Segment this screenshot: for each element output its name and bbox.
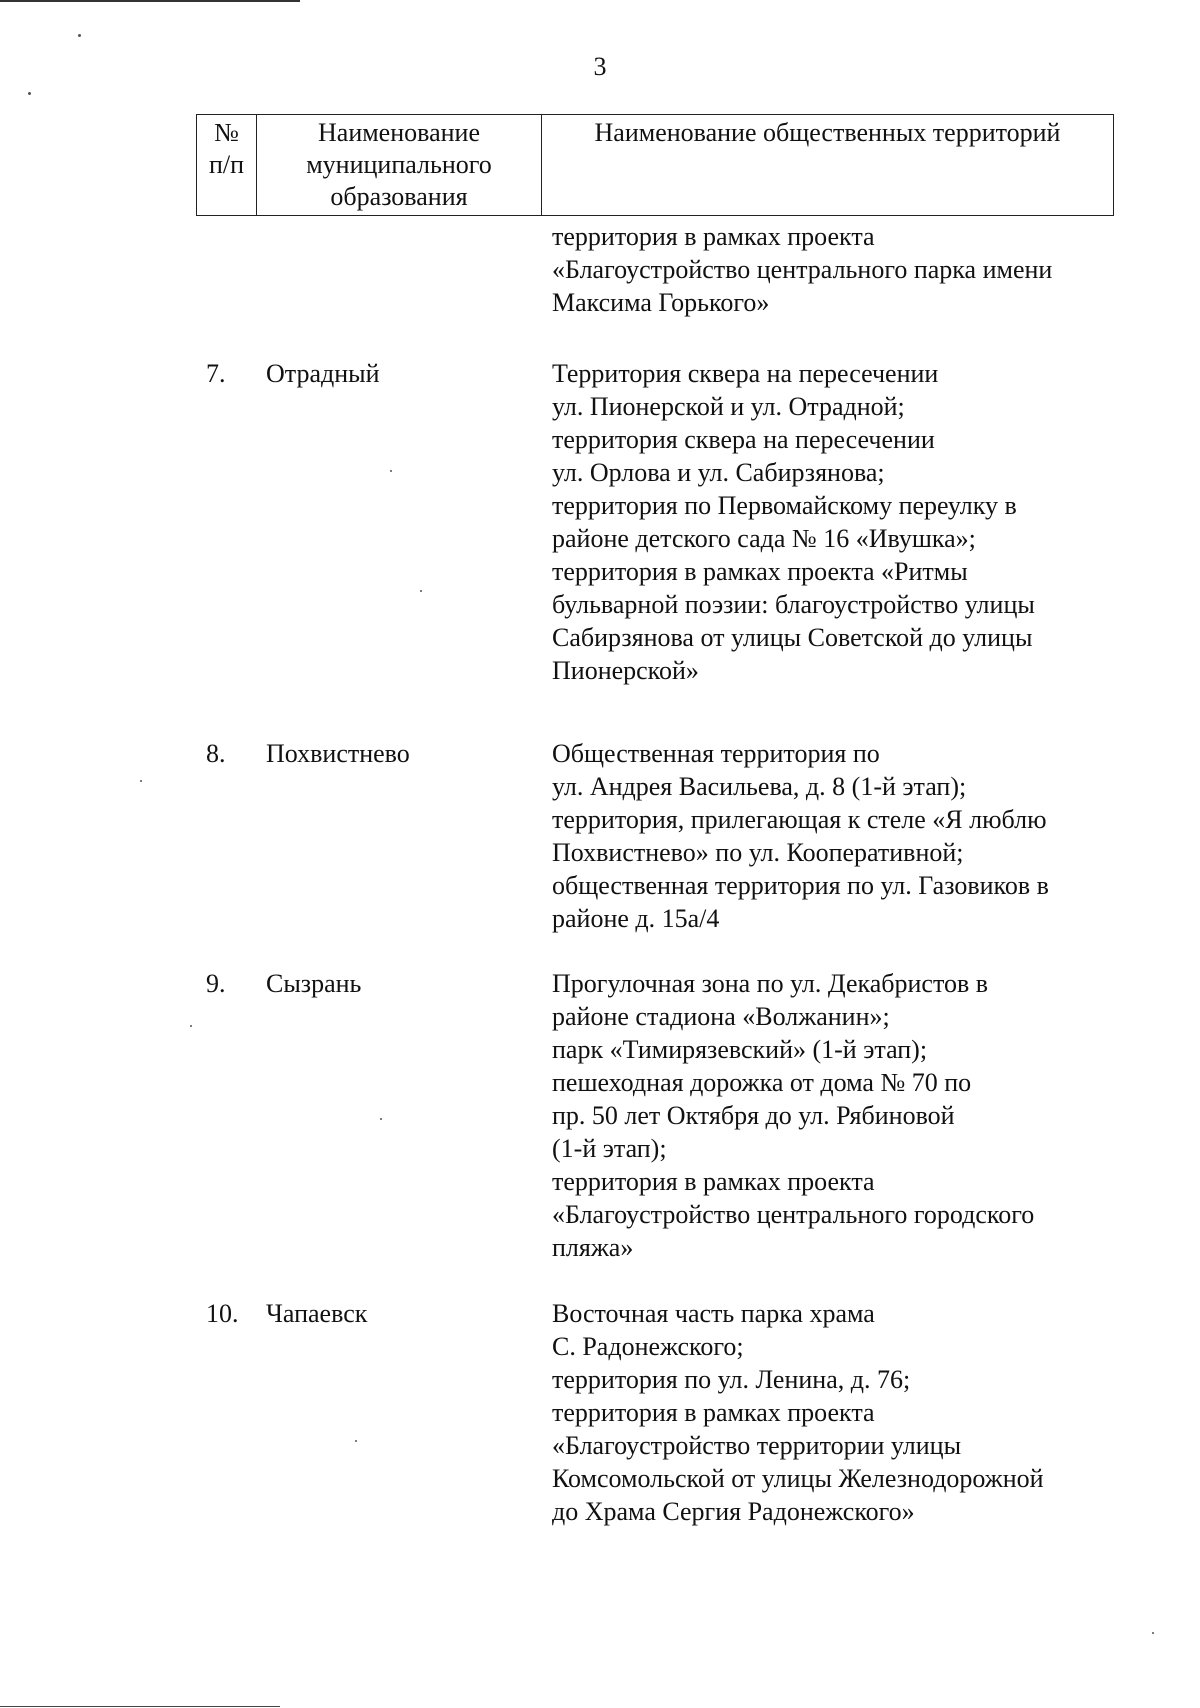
territory-line: С. Радонежского;	[552, 1332, 744, 1361]
territory-line: территория в рамках проекта «Ритмы	[552, 557, 968, 586]
scan-speck	[390, 470, 392, 472]
row-number: 7.	[206, 359, 226, 388]
territory-line: Пионерской»	[552, 656, 699, 685]
row-municipality: Отрадный	[266, 359, 380, 388]
territory-line: ул. Пионерской и ул. Отрадной;	[552, 392, 905, 421]
header-municipality-line: Наименование	[318, 118, 480, 147]
territory-line: пляжа»	[552, 1233, 634, 1262]
territory-line: территория, прилегающая к стеле «Я люблю	[552, 805, 1047, 834]
territory-line: (1-й этап);	[552, 1134, 667, 1163]
row-territories	[552, 1297, 1152, 1528]
scan-speck	[1152, 1632, 1154, 1634]
territory-line: Общественная территория по	[552, 739, 880, 768]
territory-line: до Храма Сергия Радонежского»	[552, 1497, 915, 1526]
scan-speck	[355, 1440, 357, 1442]
header-municipality-column	[257, 115, 542, 215]
territory-line: территория по Первомайскому переулку в	[552, 491, 1017, 520]
row-number: 10.	[206, 1299, 239, 1328]
header-municipality-line: образования	[330, 182, 468, 211]
territory-line: пешеходная дорожка от дома № 70 по	[552, 1068, 972, 1097]
territory-line: ул. Андрея Васильева, д. 8 (1-й этап);	[552, 772, 967, 801]
page-number: 3	[593, 52, 607, 81]
row-number: 8.	[206, 739, 226, 768]
row-territories	[552, 737, 1152, 935]
territory-line: бульварной поэзии: благоустройство улицы	[552, 590, 1035, 619]
territory-line: «Благоустройство территории улицы	[552, 1431, 962, 1460]
scan-speck	[420, 590, 422, 592]
header-territories-column	[542, 115, 1113, 215]
territory-line: ул. Орлова и ул. Сабирзянова;	[552, 458, 885, 487]
header-territories-line: Наименование общественных территорий	[594, 118, 1061, 147]
table-header	[196, 114, 1114, 216]
header-municipality-line: муниципального	[306, 150, 492, 179]
territory-line: территория сквера на пересечении	[552, 425, 935, 454]
territory-line: территория в рамках проекта	[552, 222, 875, 251]
continuation-territories	[552, 220, 1112, 319]
scan-speck	[190, 1025, 192, 1027]
territory-line: территория в рамках проекта	[552, 1398, 875, 1427]
territory-line: районе д. 15а/4	[552, 904, 720, 933]
territory-line: Максима Горького»	[552, 288, 770, 317]
territory-line: территория в рамках проекта	[552, 1167, 875, 1196]
territory-line: районе стадиона «Волжанин»;	[552, 1002, 890, 1031]
row-municipality: Похвистнево	[266, 739, 410, 768]
territory-line: пр. 50 лет Октября до ул. Рябиновой	[552, 1101, 955, 1130]
header-number-line: п/п	[208, 150, 245, 179]
row-municipality: Чапаевск	[266, 1299, 368, 1328]
territory-line: общественная территория по ул. Газовиков в	[552, 871, 1049, 900]
territory-line: Прогулочная зона по ул. Декабристов в	[552, 969, 989, 998]
scan-top-edge	[0, 0, 300, 2]
row-territories	[552, 357, 1152, 687]
scan-speck	[78, 34, 81, 37]
territory-line: Территория сквера на пересечении	[552, 359, 939, 388]
territory-line: «Благоустройство центрального парка имени	[552, 255, 1053, 284]
row-territories	[552, 967, 1152, 1264]
scan-bottom-edge	[0, 1706, 280, 1707]
header-number-column	[197, 115, 257, 215]
row-municipality: Сызрань	[266, 969, 362, 998]
territory-line: территория по ул. Ленина, д. 76;	[552, 1365, 911, 1394]
header-number-line: №	[214, 118, 239, 147]
territory-line: Восточная часть парка храма	[552, 1299, 875, 1328]
scan-speck	[28, 92, 31, 95]
row-number: 9.	[206, 969, 226, 998]
territory-line: «Благоустройство центрального городского	[552, 1200, 1035, 1229]
territory-line: районе детского сада № 16 «Ивушка»;	[552, 524, 976, 553]
territory-line: Сабирзянова от улицы Советской до улицы	[552, 623, 1033, 652]
territory-line: Комсомольской от улицы Железнодорожной	[552, 1464, 1044, 1493]
scan-speck	[140, 780, 142, 782]
scan-speck	[380, 1118, 382, 1120]
territory-line: парк «Тимирязевский» (1-й этап);	[552, 1035, 928, 1064]
territory-line: Похвистнево» по ул. Кооперативной;	[552, 838, 964, 867]
